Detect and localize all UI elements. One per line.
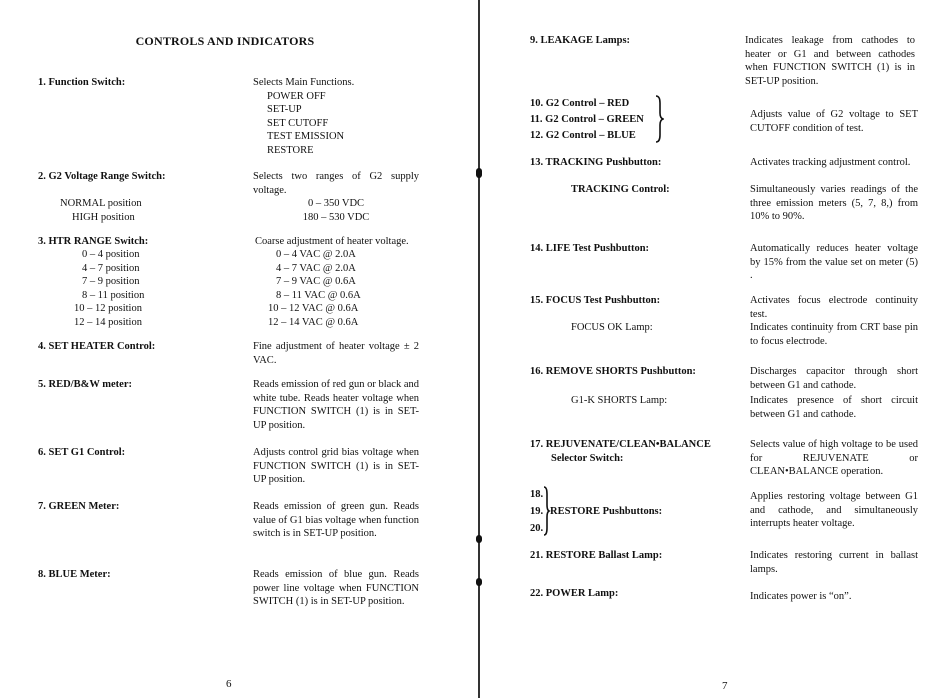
page-number: 7 [722,680,728,692]
entry-label: 10. G2 Control – RED 11. G2 Control – GREEN 12. G2 Control – BLUE [530,98,644,141]
entry-label: 4. SET HEATER Control: [38,341,156,352]
page-title: CONTROLS AND INDICATORS [135,34,315,48]
entry-label: 16. REMOVE SHORTS Pushbutton: [530,366,696,377]
right-page [482,0,950,698]
page-gutter [478,0,480,698]
entry-label: 15. FOCUS Test Pushbutton: [530,295,661,306]
brace-icon [654,95,664,143]
entry-description: Activates tracking adjustment control. [750,157,911,168]
sub-description: Simultaneously varies readings of the three emission meters (5, 7, 8,) from 10% to 90%. [750,184,918,223]
entry-label: 1. Function Switch: [38,77,126,88]
entry-label: 9. LEAKAGE Lamps: [530,35,631,46]
entry-label: 2. G2 Voltage Range Switch: [38,171,166,182]
entry-description: Activates focus electrode continuity test. [750,295,918,320]
entry-description: Discharges capacitor through short between G1 and cathode. [750,366,918,391]
sub-label: NORMAL position HIGH position [60,198,142,223]
sub-description: Indicates continuity from CRT base pin to focus electrode. [750,322,918,347]
entry-description: Applies restoring voltage between G1 and cathode, and simultaneously interrupts heater voltage. [750,491,918,530]
sub-label: 0 – 4 position 4 – 7 position 7 – 9 position 8 – 11 position 10 – 12 position 12 – 14 position [74,249,145,328]
entry-description: Coarse adjustment of heater voltage. [255,236,409,247]
entry-label: 17. REJUVENATE/CLEAN•BALANCE Selector Switch: [530,439,711,464]
page-number: 6 [226,678,232,690]
entry-description: Selects Main Functions. POWER OFF SET-UP SET CUTOFF TEST EMISSION RESTORE [253,77,355,156]
entry-description: Fine adjustment of heater voltage ± 2 VAC. [253,341,419,366]
entry-description: Reads emission of green gun. Reads value of G1 bias voltage when function switch is in SET-UP position. [253,501,419,540]
sub-value: 0 – 4 VAC @ 2.0A 4 – 7 VAC @ 2.0A 7 – 9 VAC @ 0.6A 8 – 11 VAC @ 0.6A 10 – 12 VAC @ 0.6A 12 – 14 VAC @ 0.6A [268,249,361,328]
entry-description: Automatically reduces heater voltage by 15% from the value set on meter (5) . [750,243,918,282]
entry-description: Selects value of high voltage to be used for REJUVENATE or CLEAN•BALANCE operation. [750,439,918,478]
entry-label: RESTORE Pushbuttons: [550,506,663,517]
entry-description: Adjusts value of G2 voltage to SET CUTOFF condition of test. [750,109,918,134]
sub-label: TRACKING Control: [571,184,670,195]
entry-label: 21. RESTORE Ballast Lamp: [530,550,663,561]
sub-label: FOCUS OK Lamp: [571,322,653,333]
entry-description: Indicates power is “on”. [750,591,852,602]
entry-label: 5. RED/B&W meter: [38,379,132,390]
entry-label: 22. POWER Lamp: [530,588,619,599]
entry-description: Selects two ranges of G2 supply voltage. [253,171,419,196]
entry-label: 6. SET G1 Control: [38,447,126,458]
entry-description: Indicates leakage from cathodes to heater or G1 and between cathodes when FUNCTION SWITCH (1) is in SET-UP position. [745,35,915,87]
entry-label: 13. TRACKING Pushbutton: [530,157,662,168]
entry-description: Reads emission of red gun or black and white tube. Reads heater voltage when FUNCTION SWITCH (1) is in SET-UP position. [253,379,419,431]
entry-label: 8. BLUE Meter: [38,569,111,580]
entry-label: 14. LIFE Test Pushbutton: [530,243,650,254]
entry-description: Reads emission of blue gun. Reads power line voltage when FUNCTION SWITCH (1) is in SET-UP position. [253,569,419,608]
entry-label: 7. GREEN Meter: [38,501,120,512]
entry-description: Adjusts control grid bias voltage when FUNCTION SWITCH (1) is in SET-UP position. [253,447,419,486]
sub-label: G1-K SHORTS Lamp: [571,395,668,406]
entry-numbers: 18. 19. 20. [530,489,544,534]
sub-value: 0 – 350 VDC 180 – 530 VDC [302,198,370,223]
entry-label: 3. HTR RANGE Switch: [38,236,149,247]
entry-description: Indicates restoring current in ballast lamps. [750,550,918,575]
sub-description: Indicates presence of short circuit between G1 and cathode. [750,395,918,420]
